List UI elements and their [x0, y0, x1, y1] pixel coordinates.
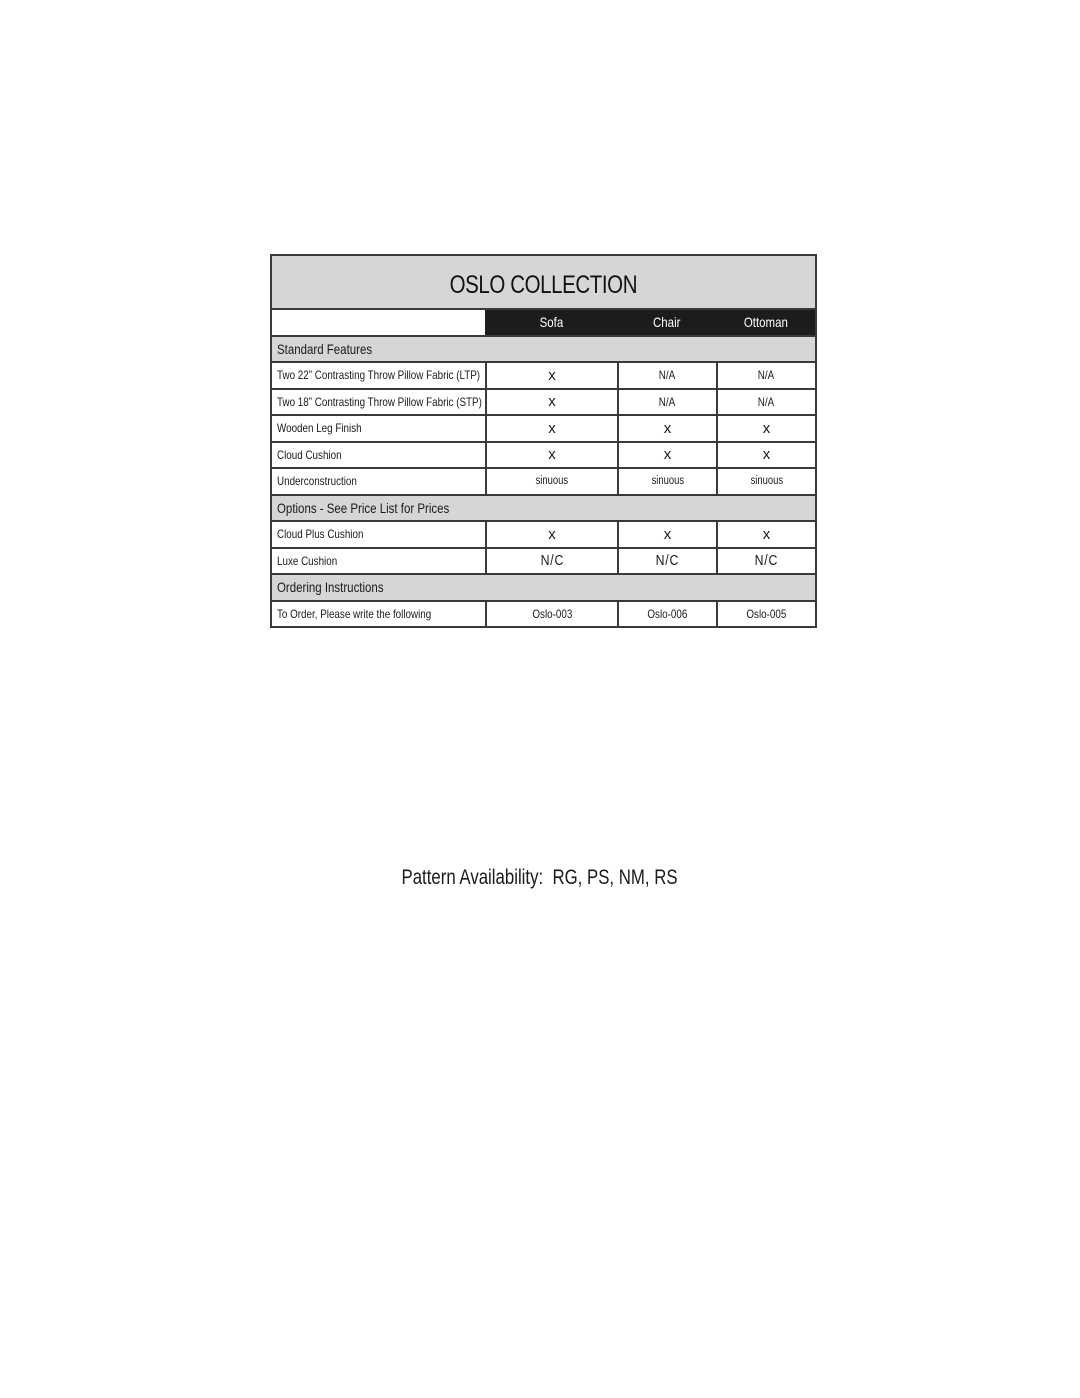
section-heading-label: Ordering Instructions: [277, 579, 384, 596]
feature-label: To Order, Please write the following: [277, 606, 432, 621]
value-chair: x: [617, 522, 716, 547]
column-header-row: [272, 310, 815, 337]
table-row: [272, 443, 815, 470]
value-sofa: x: [485, 363, 617, 388]
feature-label: Wooden Leg Finish: [277, 421, 362, 436]
feature-label: Two 18” Contrasting Throw Pillow Fabric (STP): [277, 394, 482, 409]
section-heading-ordering: [272, 575, 815, 602]
section-heading-standard-features: [272, 337, 815, 364]
column-header-ottoman: Ottoman: [716, 310, 815, 335]
column-header-chair: Chair: [617, 310, 716, 335]
title-band: [272, 256, 815, 310]
feature-label: Two 22” Contrasting Throw Pillow Fabric (LTP): [277, 368, 481, 383]
collection-title: OSLO COLLECTION: [449, 270, 638, 299]
feature-label: Cloud Plus Cushion: [277, 527, 364, 542]
header-blank-cell: [272, 310, 485, 335]
table-row: [272, 416, 815, 443]
value-ottoman: N/A: [716, 363, 815, 388]
feature-label: Luxe Cushion: [277, 553, 338, 568]
value-ottoman: N/A: [716, 390, 815, 415]
value-sofa: x: [485, 416, 617, 441]
feature-label: Underconstruction: [277, 474, 357, 489]
value-ottoman: x: [716, 522, 815, 547]
value-ottoman: Oslo-005: [716, 602, 815, 627]
table-row: [272, 390, 815, 417]
pattern-label: Pattern Availability:: [401, 866, 544, 889]
table-row: [272, 363, 815, 390]
value-ottoman: x: [716, 443, 815, 468]
value-chair: x: [617, 443, 716, 468]
value-chair: x: [617, 416, 716, 441]
pattern-value: RG, PS, NM, RS: [552, 866, 679, 889]
value-sofa: Oslo-003: [485, 602, 617, 627]
value-chair: sinuous: [617, 469, 716, 494]
spec-table: [270, 254, 817, 628]
value-chair: Oslo-006: [617, 602, 716, 627]
value-sofa: x: [485, 390, 617, 415]
value-sofa: N/C: [485, 549, 617, 574]
table-row: [272, 602, 815, 627]
value-chair: N/C: [617, 549, 716, 574]
column-header-sofa: Sofa: [485, 310, 617, 335]
feature-label: Cloud Cushion: [277, 447, 342, 462]
value-chair: N/A: [617, 363, 716, 388]
value-ottoman: N/C: [716, 549, 815, 574]
value-ottoman: x: [716, 416, 815, 441]
value-sofa: x: [485, 443, 617, 468]
section-heading-options: [272, 496, 815, 523]
value-sofa: x: [485, 522, 617, 547]
section-heading-label: Options - See Price List for Prices: [277, 499, 450, 516]
value-ottoman: sinuous: [716, 469, 815, 494]
table-row: [272, 522, 815, 549]
value-chair: N/A: [617, 390, 716, 415]
value-sofa: sinuous: [485, 469, 617, 494]
table-row: [272, 469, 815, 496]
section-heading-label: Standard Features: [277, 340, 373, 357]
table-row: [272, 549, 815, 576]
pattern-availability: [0, 866, 1080, 890]
